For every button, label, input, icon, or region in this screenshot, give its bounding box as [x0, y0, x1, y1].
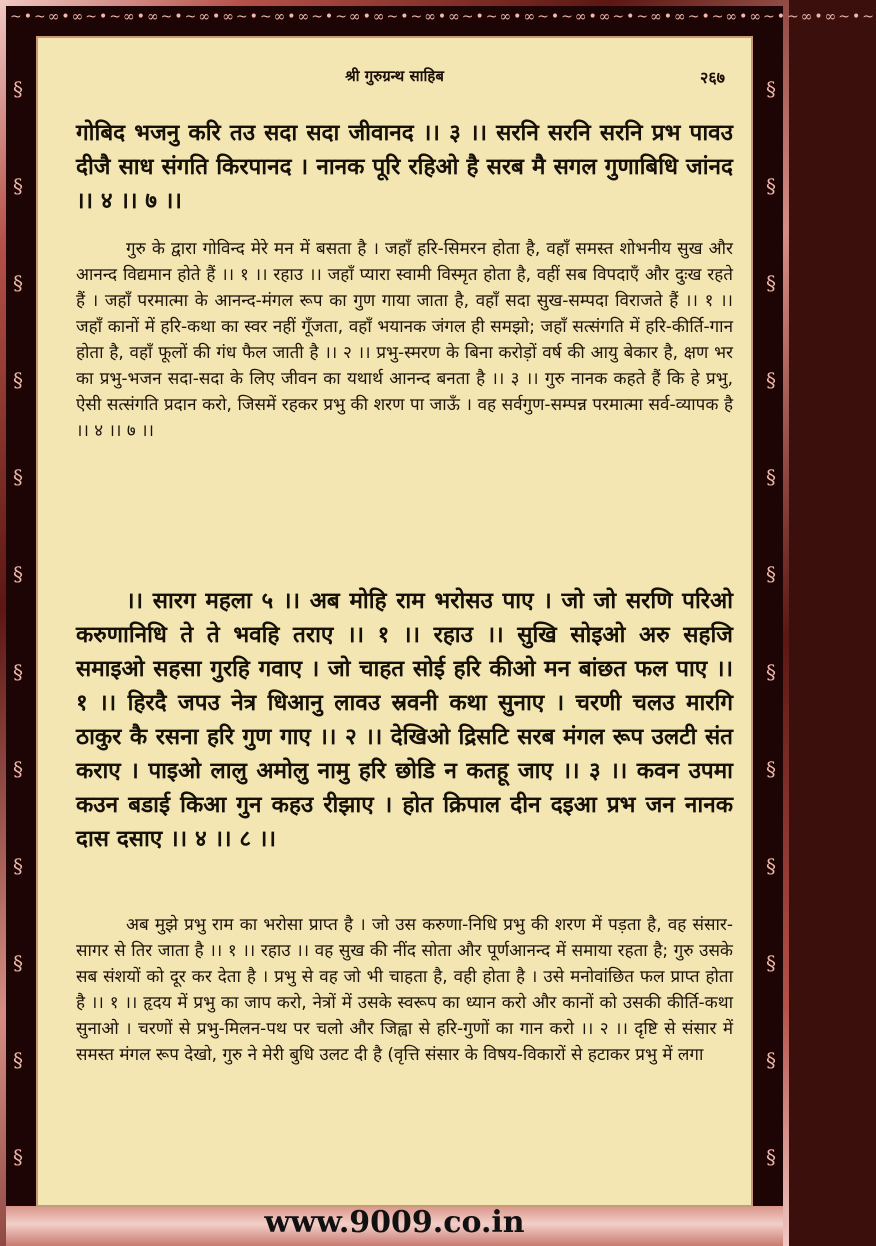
scripture-page [36, 36, 753, 1207]
page-header [36, 66, 753, 90]
page-title: श्री गुरुग्रन्थ साहिब [345, 67, 444, 85]
shabad-8-gurbani: ।। सारग महला ५ ।। अब मोहि राम भरोसउ पाए । जो जो सरणि परिओ करुणानिधि ते ते भवहि तराए ।। १ ।। रहाउ ।। सुखि सोइओ अरु सहजि समाइओ सहसा गुरहि गवाए । जो चाहत सोई हरि कीओ मन बांछत फल पाए ।। १ ।। हिरदै जपउ नेत्र धिआनु लावउ स्रवनी कथा सुनाए । चरणी चलउ मारगि ठाकुर कै रसना हरि गुण गाए ।। २ ।। देखिओ द्रिसटि सरब मंगल रूप उलटी संत कराए । पाइओ लालु अमोलु नामु हरि छोडि न कतहू जाए ।। ३ ।। कवन उपमा कउन बडाई किआ गुन कहउ रीझाए । होत क्रिपाल दीन दइआ प्रभ जन नानक दास दसाए ।। ४ ।। ८ ।। [76, 588, 733, 852]
shabad-7-translation: गुरु के द्वारा गोविन्द मेरे मन में बसता है । जहाँ हरि-सिमरन होता है, वहाँ समस्त शोभनीय सुख और आनन्द विद्यमान होते हैं ।। १ ।। रहाउ ।। जहाँ प्यारा स्वामी विस्मृत होता है, वहीं सब विपदाएँ और दुःख रहते हैं । जहाँ परमात्मा के आनन्द-मंगल रूप का गुण गाया जाता है, वहाँ सदा सुख-सम्पदा विराजते हैं ।। १ ।। जहाँ कानों में हरि-कथा का स्वर नहीं गूँजता, वहाँ भयानक जंगल ही समझो; जहाँ सत्संगति में हरि-कीर्ति-गान होता है, वहाँ फूलों की गंध फैल जाती है ।। २ ।। प्रभु-स्मरण के बिना करोड़ों वर्ष की आयु बेकार है, क्षण भर का प्रभु-भजन सदा-सदा के लिए जीवन का यथार्थ आनन्द बनता है ।। ३ ।। गुरु नानक कहते हैं कि हे प्रभु, ऐसी सत्संगति प्रदान करो, जिसमें रहकर प्रभु की शरण पा जाऊँ । वह सर्वगुण-सम्पन्न परमात्मा सर्व-व्यापक है ।। ४ ।। ७ ।। [76, 239, 733, 441]
shabad-8-translation: अब मुझे प्रभु राम का भरोसा प्राप्त है । जो उस करुणा-निधि प्रभु की शरण में पड़ता है, वह संसार-सागर से तिर जाता है ।। १ ।। रहाउ ।। वह सुख की नींद सोता और पूर्णआनन्द में समाया रहता है; गुरु उसके सब संशयों को दूर कर देता है । प्रभु से वह जो भी चाहता है, वही होता है । उसे मनोवांछित फल प्राप्त होता है ।। १ ।। हृदय में प्रभु का जाप करो, नेत्रों में उसके स्वरूप का ध्यान करो और कानों को उसकी कीर्ति-कथा सुनाओ । चरणों से प्रभु-मिलन-पथ पर चलो और जिह्वा से हरि-गुणों का गान करो ।। २ ।। दृष्टि से संसार में समस्त मंगल रूप देखो, गुरु ने मेरी बुधि उलट दी है (वृत्ति संसार के विषय-विकारों से हटाकर प्रभु में लगा [76, 915, 733, 1065]
top-ornament: ~•~∞•∞~•~∞•∞~•~∞•∞~•~∞•∞~•~∞•∞~•~∞•∞~•~∞•∞~•~∞•∞~•~∞•∞~•~∞•∞~•~∞•∞~•~ [10, 9, 876, 25]
page-number: २६७ [700, 68, 725, 87]
website-url[interactable]: www.9009.co.in [264, 1205, 525, 1240]
shabad-7-gurbani: गोबिद भजनु करि तउ सदा सदा जीवानद ।। ३ ।। सरनि सरनि सरनि प्रभ पावउ दीजै साध संगति किरपानद । नानक पूरि रहिओ है सरब मै सगल गुणाबिधि जांनद ।। ४ ।। ७ ।। [76, 120, 733, 214]
left-ornament: § § § § § § § § § § § § [13, 76, 23, 1170]
right-ornament: § § § § § § § § § § § § [766, 76, 776, 1170]
